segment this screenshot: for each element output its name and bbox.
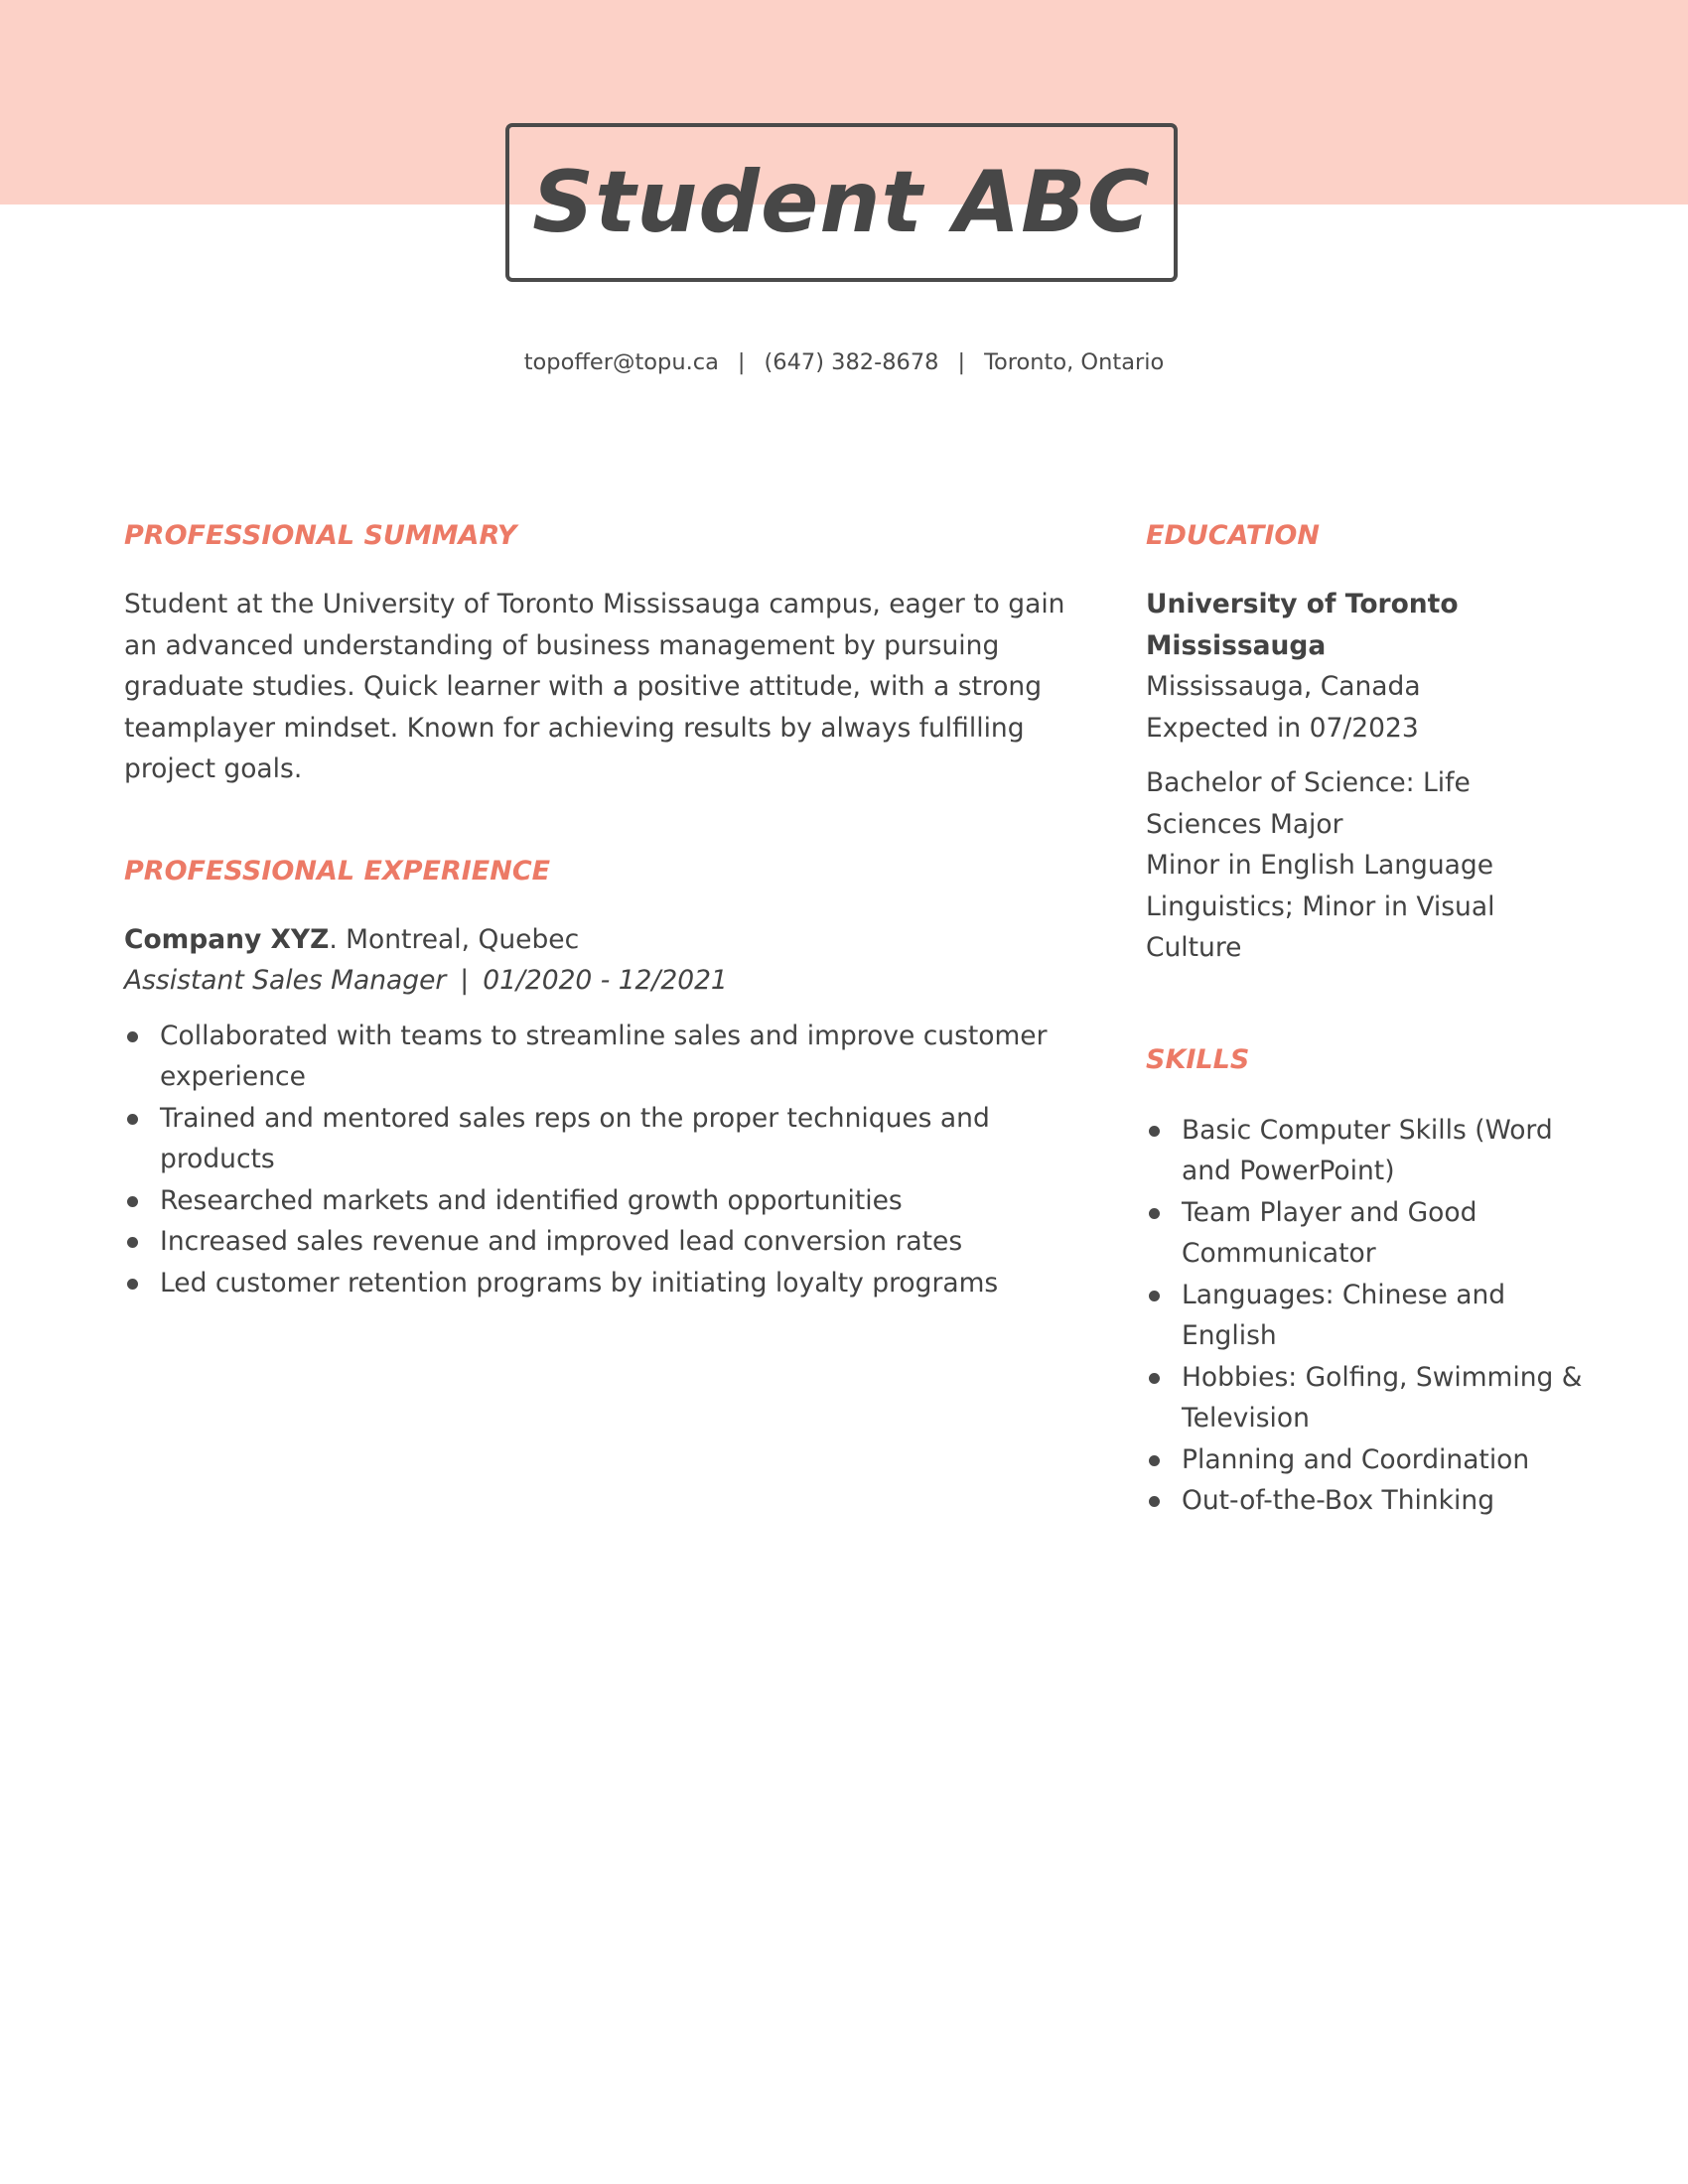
skill-line: English bbox=[1182, 1320, 1277, 1351]
job-dates: 01/2020 - 12/2021 bbox=[483, 965, 728, 996]
skill-line: and PowerPoint) bbox=[1182, 1156, 1395, 1186]
list-item bbox=[1146, 1110, 1583, 1192]
bullet-icon bbox=[1149, 1208, 1160, 1219]
list-item bbox=[1146, 1357, 1583, 1439]
list-item bbox=[1146, 1192, 1583, 1275]
skills-heading: SKILLS bbox=[1146, 1043, 1250, 1075]
list-item bbox=[124, 1221, 1067, 1263]
minor-line: Minor in English Language bbox=[1146, 850, 1494, 881]
contact-location: Toronto, Ontario bbox=[984, 349, 1165, 375]
company-location: . Montreal, Quebec bbox=[329, 923, 580, 955]
education-entry bbox=[1146, 584, 1583, 969]
skill-line: Team Player and Good bbox=[1182, 1196, 1477, 1228]
degree-line: Sciences Major bbox=[1146, 808, 1343, 840]
bullet-icon bbox=[1149, 1496, 1160, 1507]
contact-line bbox=[0, 349, 1688, 375]
summary-text: Student at the University of Toronto Mississauga campus, eager to gain an advanced understanding of business management by pursuing graduate studies. Quick learner with a positive attitude, with a strong teamplayer mindset. Known for achieving results by always fulfilling project goals. bbox=[124, 589, 1065, 784]
skill-line: Planning and Coordination bbox=[1182, 1443, 1530, 1475]
bullet-icon bbox=[127, 1031, 138, 1042]
skill-line: Out-of-the-Box Thinking bbox=[1182, 1485, 1495, 1516]
list-item bbox=[1146, 1275, 1583, 1357]
minor-line: Linguistics; Minor in Visual bbox=[1146, 890, 1495, 922]
education-heading: EDUCATION bbox=[1146, 520, 1320, 551]
bullet-icon bbox=[127, 1279, 138, 1290]
contact-phone: (647) 382-8678 bbox=[764, 349, 939, 375]
summary-heading: PROFESSIONAL SUMMARY bbox=[124, 520, 517, 551]
experience-bullets bbox=[124, 1016, 1067, 1304]
degree-line: Bachelor of Science: Life bbox=[1146, 767, 1471, 798]
company-line bbox=[124, 919, 1067, 961]
candidate-name: Student ABC bbox=[532, 153, 1151, 252]
bullet-icon bbox=[127, 1114, 138, 1125]
job-title: Assistant Sales Manager bbox=[124, 965, 447, 996]
list-item-text: Led customer retention programs by initiating loyalty programs bbox=[160, 1267, 999, 1298]
skills-list bbox=[1146, 1110, 1583, 1522]
list-item-text: Increased sales revenue and improved lead conversion rates bbox=[160, 1226, 963, 1257]
role-separator: | bbox=[460, 965, 470, 996]
list-item bbox=[124, 1263, 1067, 1304]
contact-separator: | bbox=[957, 349, 966, 375]
list-item-text: Trained and mentored sales reps on the proper techniques and products bbox=[160, 1102, 990, 1174]
school-name-line: University of Toronto bbox=[1146, 589, 1459, 619]
role-line bbox=[124, 960, 1067, 1002]
bullet-icon bbox=[1149, 1126, 1160, 1137]
list-item bbox=[1146, 1480, 1583, 1522]
bullet-icon bbox=[1149, 1373, 1160, 1384]
contact-separator: | bbox=[737, 349, 746, 375]
list-item-text: Researched markets and identified growth opportunities bbox=[160, 1184, 903, 1216]
contact-email: topoffer@topu.ca bbox=[523, 349, 719, 375]
sidebar-column bbox=[1146, 514, 1583, 1522]
list-item bbox=[124, 1098, 1067, 1180]
main-column bbox=[124, 514, 1067, 1303]
experience-heading: PROFESSIONAL EXPERIENCE bbox=[124, 855, 551, 887]
degree bbox=[1146, 762, 1583, 969]
skill-line: Hobbies: Golfing, Swimming & bbox=[1182, 1361, 1583, 1393]
list-item-text: Collaborated with teams to streamline sales and improve customer experience bbox=[160, 1020, 1048, 1092]
skill-line: Languages: Chinese and bbox=[1182, 1279, 1506, 1310]
skill-line: Television bbox=[1182, 1403, 1310, 1433]
bullet-icon bbox=[1149, 1291, 1160, 1301]
school-location: Mississauga, Canada bbox=[1146, 671, 1421, 702]
name-box bbox=[505, 123, 1178, 282]
skill-line: Basic Computer Skills (Word bbox=[1182, 1114, 1553, 1146]
bullet-icon bbox=[127, 1196, 138, 1207]
list-item bbox=[1146, 1439, 1583, 1481]
bullet-icon bbox=[127, 1237, 138, 1248]
company-name: Company XYZ bbox=[124, 923, 330, 955]
minor-line: Culture bbox=[1146, 932, 1242, 963]
list-item bbox=[124, 1016, 1067, 1098]
list-item bbox=[124, 1180, 1067, 1222]
school-name-line: Mississauga bbox=[1146, 629, 1327, 661]
bullet-icon bbox=[1149, 1455, 1160, 1466]
school-name bbox=[1146, 584, 1583, 666]
skill-line: Communicator bbox=[1182, 1238, 1376, 1269]
graduation-date: Expected in 07/2023 bbox=[1146, 712, 1419, 744]
